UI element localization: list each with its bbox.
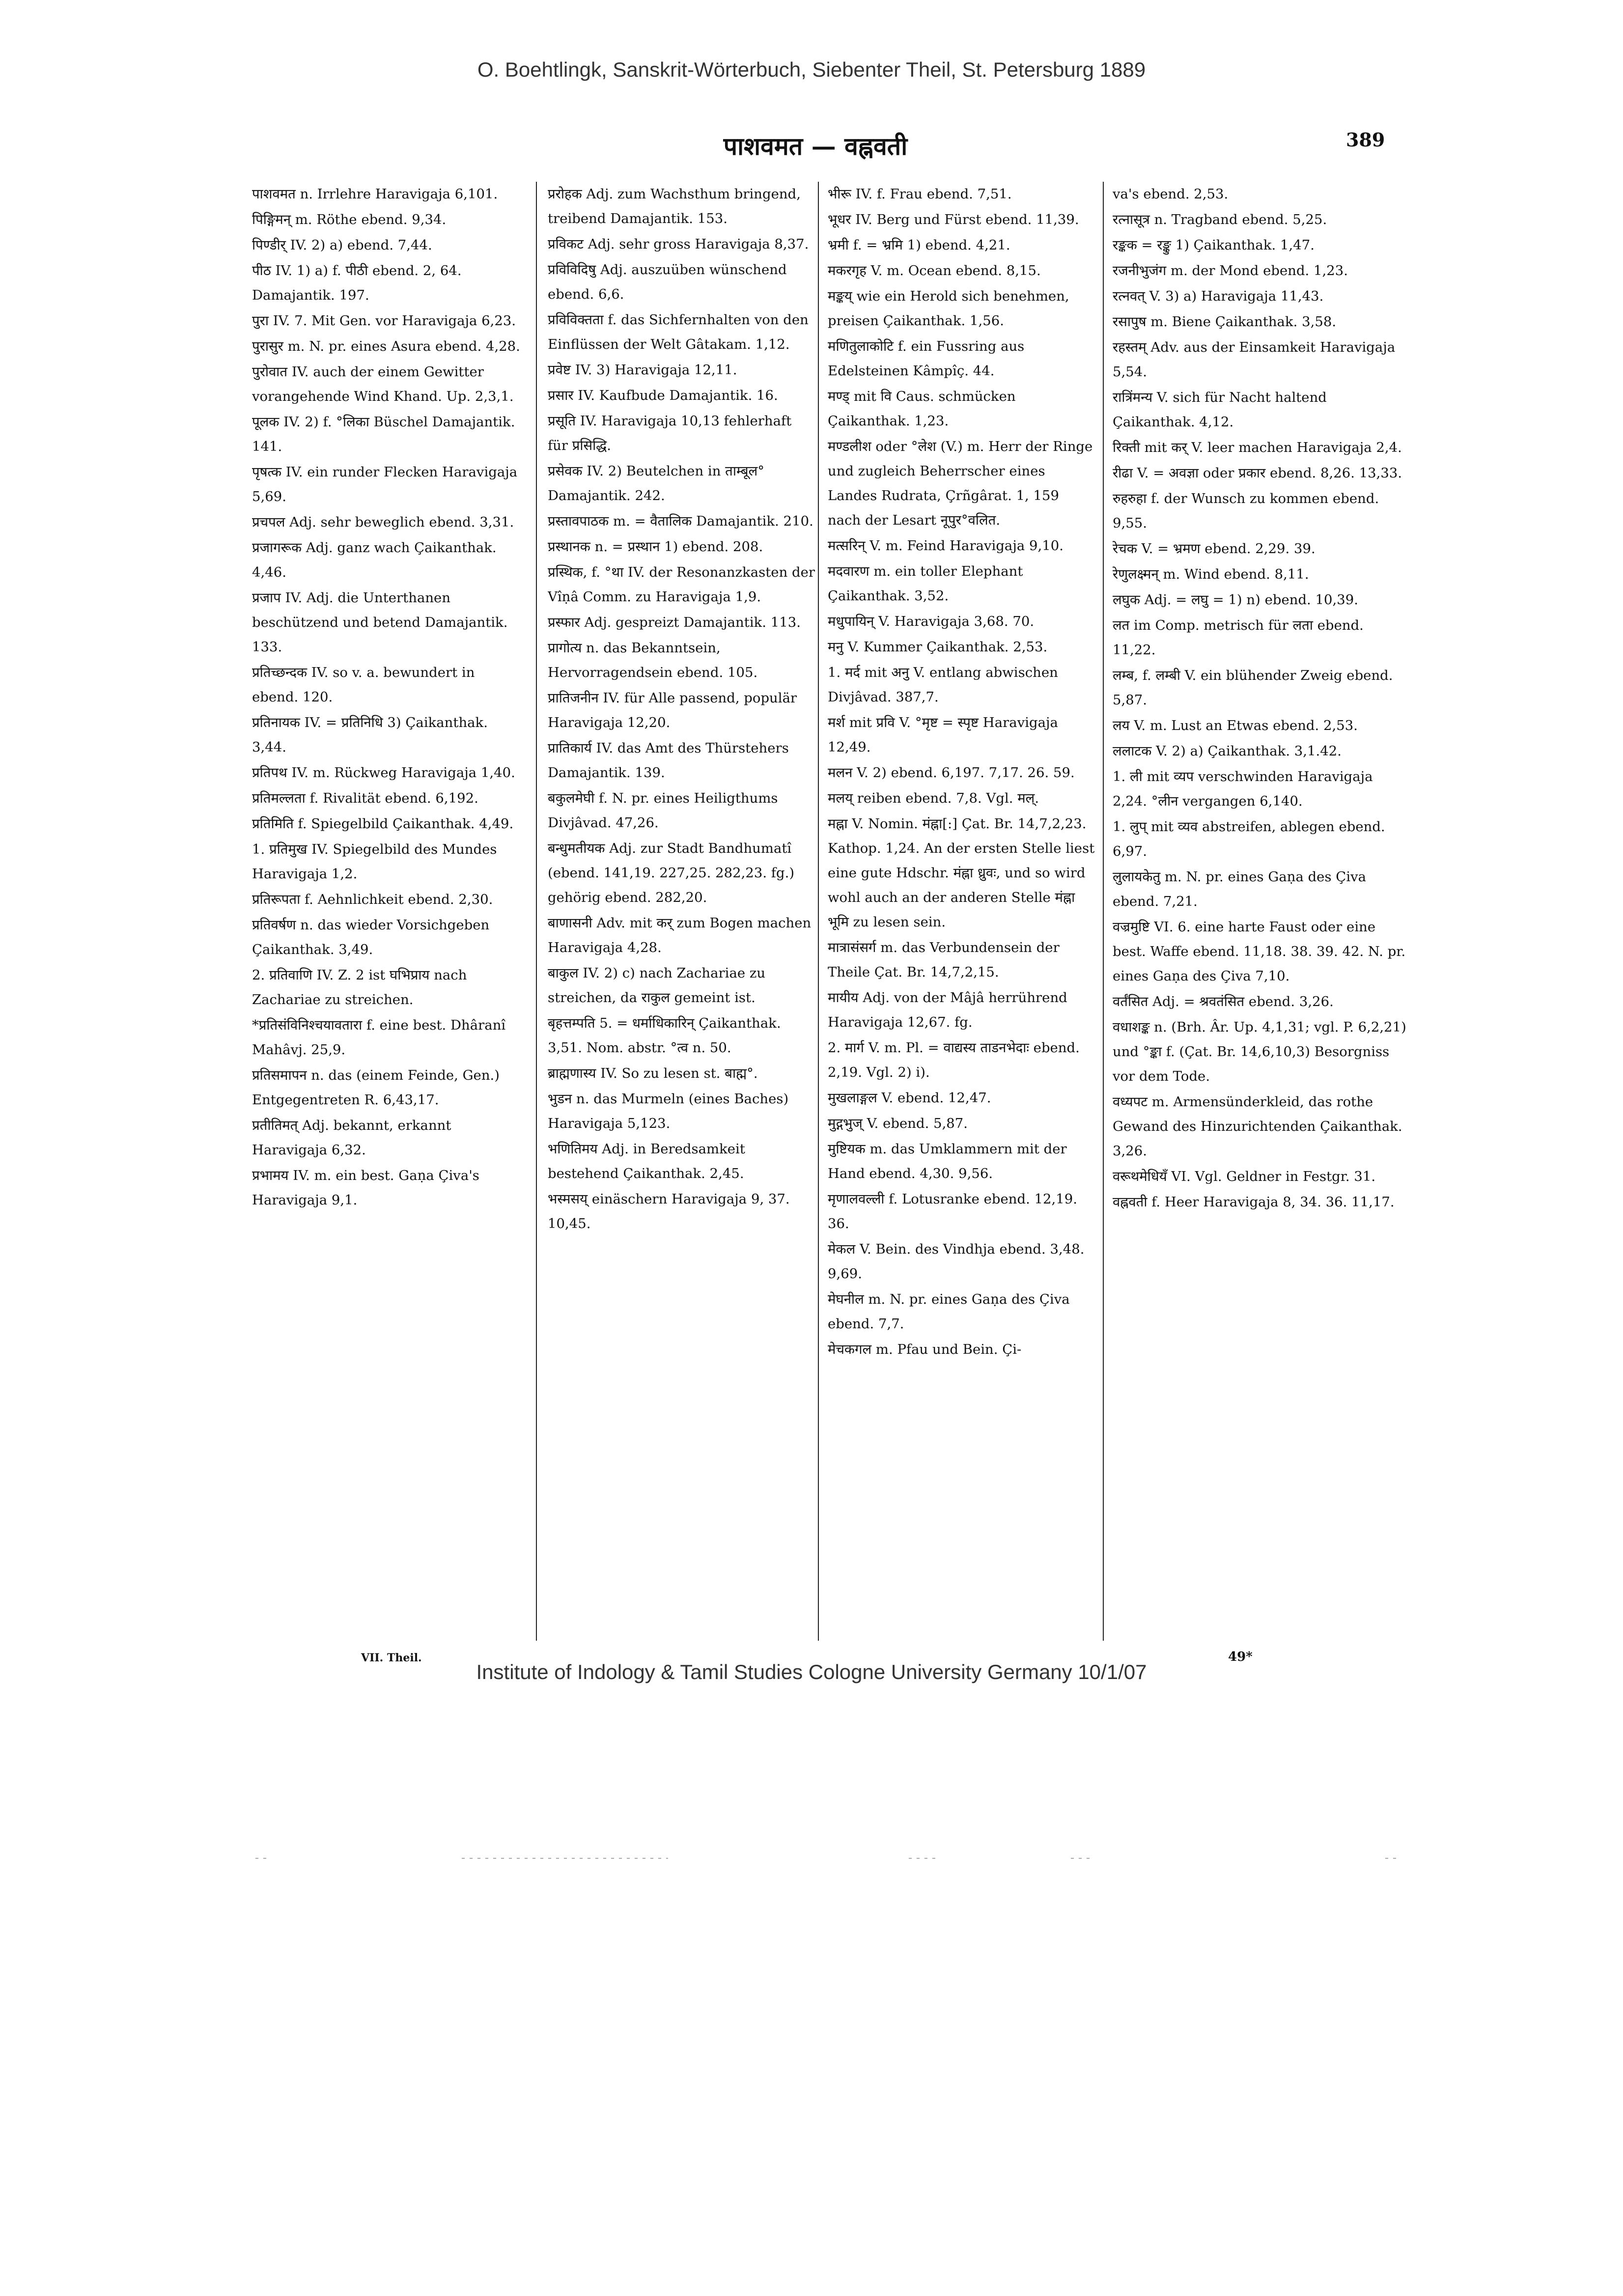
dictionary-entry: 1. मर्द mit अनु V. entlang abwischen Divjâvad. 387,7. xyxy=(828,665,1058,705)
dictionary-entry: ब्राह्मणास्य IV. So zu lesen st. बाह्म°. xyxy=(548,1065,758,1081)
dictionary-entry: मलन V. 2) ebend. 6,197. 7,17. 26. 59. xyxy=(828,765,1075,781)
dictionary-entry: मुखलाङ्गल V. ebend. 12,47. xyxy=(828,1090,991,1106)
dictionary-entry: ललाटक V. 2) a) Çaikanthak. 3,1.42. xyxy=(1113,743,1342,759)
volume-note: VII. Theil. xyxy=(361,1652,422,1664)
column-divider xyxy=(818,182,819,1641)
dictionary-entry: मण्डलीश oder °लेश (V.) m. Herr der Ringe und zugleich Beherrscher eines Landes Rudrata, Çrñgârat. 1, 159 nach der Lesart नूपुर°वलित. xyxy=(828,439,1093,528)
dictionary-entry: वरूथमेधियँ VI. Vgl. Geldner in Festgr. 31. xyxy=(1113,1169,1376,1184)
dictionary-entry: रहस्तम् Adv. aus der Einsamkeit Haravigaja 5,54. xyxy=(1113,339,1396,380)
dictionary-entry: प्रसार IV. Kaufbude Damajantik. 16. xyxy=(548,388,778,403)
dictionary-column-3 xyxy=(828,182,1095,1729)
dictionary-entry: पृषत्क IV. ein runder Flecken Haravigaja 5,69. xyxy=(252,464,518,504)
dictionary-entry: प्रस्थिक, f. °था IV. der Resonanzkasten der Vîṇâ Comm. zu Haravigaja 1,9. xyxy=(548,564,815,605)
dictionary-entry: लम्ब, f. लम्बी V. ein blühender Zweig ebend. 5,87. xyxy=(1113,668,1393,708)
dictionary-entry: मणितुलाकोटि f. ein Fussring aus Edelsteinen Kâmpîç. 44. xyxy=(828,338,1025,379)
dictionary-entry: प्रसूति IV. Haravigaja 10,13 fehlerhaft für प्रसिद्धि. xyxy=(548,413,792,453)
dictionary-entry: प्रतिमल्लता f. Rivalität ebend. 6,192. xyxy=(252,790,478,806)
dictionary-entry: बाकुल IV. 2) c) nach Zachariae zu streichen, da राकुल gemeint ist. xyxy=(548,965,766,1006)
dictionary-entry: रङ्कक = रङ्कु 1) Çaikanthak. 1,47. xyxy=(1113,237,1315,253)
dictionary-entry: वज्रमुष्टि VI. 6. eine harte Faust oder eine best. Waffe ebend. 11,18. 38. 39. 42. N. pr. eines Gaṇa des Çiva 7,10. xyxy=(1113,919,1406,984)
dictionary-entry: बन्धुमतीयक Adj. zur Stadt Bandhumatî (ebend. 141,19. 227,25. 282,23. fg.) gehörig ebend. 282,20. xyxy=(548,840,795,905)
dictionary-entry: प्ररोहक Adj. zum Wachsthum bringend, treibend Damajantik. 153. xyxy=(548,186,801,226)
dictionary-entry: 1. प्रतिमुख IV. Spiegelbild des Mundes Haravigaja 1,2. xyxy=(252,841,497,882)
dictionary-entry: भीरू IV. f. Frau ebend. 7,51. xyxy=(828,186,1012,202)
dictionary-entry: वधाशङ्क n. (Brh. Âr. Up. 4,1,31; vgl. P. 6,2,21) und °ङ्का f. (Çat. Br. 14,6,10,3) Besorgniss vor dem Tode. xyxy=(1113,1019,1406,1084)
dictionary-entry: बृहत्तम्पति 5. = धर्माधिकारिन् Çaikanthak. 3,51. Nom. abstr. °त्व n. 50. xyxy=(548,1015,781,1056)
dictionary-entry: रीढा V. = अवज्ञा oder प्रकार ebend. 8,26. 13,33. xyxy=(1113,465,1402,481)
dictionary-entry: प्रस्फार Adj. gespreizt Damajantik. 113. xyxy=(548,615,801,630)
dictionary-entry: मङ्कय् wie ein Herold sich benehmen, preisen Çaikanthak. 1,56. xyxy=(828,288,1069,329)
dictionary-entry: मुष्टियक m. das Umklammern mit der Hand ebend. 4,30. 9,56. xyxy=(828,1141,1067,1181)
dictionary-entry: प्रातिकार्य IV. das Amt des Thürstehers Damajantik. 139. xyxy=(548,740,789,781)
dictionary-entry: भणितिमय Adj. in Beredsamkeit bestehend Çaikanthak. 2,45. xyxy=(548,1141,745,1181)
dictionary-entry: मदवारण m. ein toller Elephant Çaikanthak. 3,52. xyxy=(828,563,1023,604)
dictionary-entry: प्रतिपथ IV. m. Rückweg Haravigaja 1,40. xyxy=(252,765,515,781)
dictionary-entry: लघुक Adj. = लघु = 1) n) ebend. 10,39. xyxy=(1113,592,1359,608)
dictionary-entry: पुरासुर m. N. pr. eines Asura ebend. 4,28. xyxy=(252,338,520,354)
dictionary-column-4 xyxy=(1113,182,1407,1729)
dictionary-entry: वध्यपट m. Armensünderkleid, das rothe Gewand des Hinzurichtenden Çaikanthak. 3,26. xyxy=(1113,1094,1402,1159)
dictionary-entry: प्रभामय IV. m. ein best. Gaṇa Çiva's Haravigaja 9,1. xyxy=(252,1168,479,1208)
dictionary-entry: भस्मसय् einäschern Haravigaja 9, 37. 10,45. xyxy=(548,1191,790,1232)
dictionary-entry: मण्ड् mit वि Caus. schmücken Çaikanthak. 1,23. xyxy=(828,389,1016,429)
dictionary-entry: रजनीभुजंग m. der Mond ebend. 1,23. xyxy=(1113,263,1348,279)
dictionary-entry: मर्श mit प्रवि V. °मृष्ट = स्पृष्ट Haravigaja 12,49. xyxy=(828,715,1058,755)
dictionary-entry: रेणुलक्ष्मन् m. Wind ebend. 8,11. xyxy=(1113,566,1309,582)
dictionary-entry: 1. ली mit व्यप verschwinden Haravigaja 2,24. °लीन vergangen 6,140. xyxy=(1113,769,1373,809)
page-number: 389 xyxy=(1346,129,1385,151)
dictionary-entry: रसापुष m. Biene Çaikanthak. 3,58. xyxy=(1113,314,1337,330)
dictionary-entry: मुद्गभुज् V. ebend. 5,87. xyxy=(828,1116,968,1131)
column-divider xyxy=(536,182,537,1641)
dictionary-entry: मेकल V. Bein. des Vindhja ebend. 3,48. 9,69. xyxy=(828,1241,1085,1282)
dictionary-entry: प्रविकट Adj. sehr gross Haravigaja 8,37. xyxy=(548,236,809,252)
dictionary-entry: प्रस्थानक n. = प्रस्थान 1) ebend. 208. xyxy=(548,539,763,555)
dictionary-entry: मनु V. Kummer Çaikanthak. 2,53. xyxy=(828,639,1048,655)
dictionary-entry: पुरा IV. 7. Mit Gen. vor Haravigaja 6,23. xyxy=(252,313,516,329)
dictionary-entry: *प्रतिसंविनिश्चयावतारा f. eine best. Dhâranî Mahâvj. 25,9. xyxy=(252,1017,506,1058)
dictionary-entry: प्रवेष्ट IV. 3) Haravigaja 12,11. xyxy=(548,362,737,378)
dictionary-entry: लत im Comp. metrisch für लता ebend. 11,22. xyxy=(1113,617,1364,658)
dictionary-entry: लुलायकेतु m. N. pr. eines Gaṇa des Çiva ebend. 7,21. xyxy=(1113,869,1367,909)
dictionary-entry: मकरगृह V. m. Ocean ebend. 8,15. xyxy=(828,263,1041,279)
dictionary-entry: भुडन n. das Murmeln (eines Baches) Haravigaja 5,123. xyxy=(548,1091,789,1131)
dictionary-entry: रात्रिंमन्य V. sich für Nacht haltend Çaikanthak. 4,12. xyxy=(1113,390,1327,430)
dictionary-entry: प्रजागरूक Adj. ganz wach Çaikanthak. 4,46. xyxy=(252,540,497,580)
institute-note: Institute of Indology & Tamil Studies Cologne University Germany 10/1/07 xyxy=(476,1660,1147,1683)
dictionary-entry: रुहरुहा f. der Wunsch zu kommen ebend. 9,55. xyxy=(1113,491,1379,531)
dictionary-entry: प्रतीतिमत् Adj. bekannt, erkannt Haravigaja 6,32. xyxy=(252,1118,451,1158)
dictionary-entry: प्रसेवक IV. 2) Beutelchen in ताम्बूल° Damajantik. 242. xyxy=(548,463,764,504)
dictionary-entry: मायीय Adj. von der Mâjâ herrührend Haravigaja 12,67. fg. xyxy=(828,990,1067,1030)
dictionary-entry: भूधर IV. Berg und Fürst ebend. 11,39. xyxy=(828,212,1079,227)
dictionary-entry: va's ebend. 2,53. xyxy=(1113,186,1229,202)
source-citation: O. Boehtlingk, Sanskrit-Wörterbuch, Siebenter Theil, St. Petersburg 1889 xyxy=(477,58,1146,81)
column-divider xyxy=(1103,182,1104,1641)
dictionary-entry: प्रतिमिति f. Spiegelbild Çaikanthak. 4,49. xyxy=(252,816,514,832)
scan-artifact xyxy=(255,1858,270,1859)
dictionary-entry: पुरोवात IV. auch der einem Gewitter vorangehende Wind Khand. Up. 2,3,1. xyxy=(252,364,514,404)
dictionary-entry: बकुलमेघी f. N. pr. eines Heiligthums Divjâvad. 47,26. xyxy=(548,790,778,831)
dictionary-entry: प्रतिनायक IV. = प्रतिनिधि 3) Çaikanthak. 3,44. xyxy=(252,715,488,755)
dictionary-entry: प्रस्तावपाठक m. = वैतालिक Damajantik. 210. xyxy=(548,513,813,529)
dictionary-entry: रत्नासूत्र n. Tragband ebend. 5,25. xyxy=(1113,212,1327,227)
dictionary-column-1 xyxy=(252,182,522,1729)
dictionary-entry: प्रातिजनीन IV. für Alle passend, populär Haravigaja 12,20. xyxy=(548,690,797,730)
dictionary-entry: प्रागोत्य n. das Bekanntsein, Hervorragendsein ebend. 105. xyxy=(548,640,758,680)
dictionary-entry: मेघनील m. N. pr. eines Gaṇa des Çiva ebend. 7,7. xyxy=(828,1291,1070,1332)
dictionary-entry: बाणासनी Adv. mit कर् zum Bogen machen Haravigaja 4,28. xyxy=(548,915,812,955)
dictionary-entry: मत्सरिन् V. m. Feind Haravigaja 9,10. xyxy=(828,538,1063,554)
dictionary-entry: पाशवमत n. Irrlehre Haravigaja 6,101. xyxy=(252,186,498,202)
dictionary-entry: मात्रासंसर्ग m. das Verbundensein der Theile Çat. Br. 14,7,2,15. xyxy=(828,940,1060,980)
dictionary-entry: पिण्डीर् IV. 2) a) ebend. 7,44. xyxy=(252,237,432,253)
dictionary-entry: 1. लुप् mit व्यव abstreifen, ablegen ebend. 6,97. xyxy=(1113,819,1385,859)
dictionary-entry: प्रतिसमापन n. das (einem Feinde, Gen.) Entgegentreten R. 6,43,17. xyxy=(252,1067,500,1108)
signature-mark: 49* xyxy=(1228,1650,1253,1664)
scan-artifact xyxy=(909,1858,938,1859)
running-head: पाशवमत — वह्नवती xyxy=(723,132,908,161)
dictionary-entry: पीठ IV. 1) a) f. पीठी ebend. 2, 64. Damajantik. 197. xyxy=(252,263,462,303)
dictionary-entry: मलय् reiben ebend. 7,8. Vgl. मल्. xyxy=(828,790,1039,806)
dictionary-entry: प्रतिरूपता f. Aehnlichkeit ebend. 2,30. xyxy=(252,892,493,907)
scan-artifact xyxy=(1071,1858,1091,1859)
dictionary-entry: पूलक IV. 2) f. °लिका Büschel Damajantik. 141. xyxy=(252,414,515,454)
dictionary-entry: मेचकगल m. Pfau und Bein. Çi- xyxy=(828,1342,1022,1357)
dictionary-entry: प्रविविक्तता f. das Sichfernhalten von den Einflüssen der Welt Gâtakam. 1,12. xyxy=(548,312,809,352)
dictionary-entry: 2. प्रतिवाणि IV. Z. 2 ist घभिप्राय nach Zachariae zu streichen. xyxy=(252,967,467,1008)
dictionary-entry: मह्ना V. Nomin. मंह्ना[:] Çat. Br. 14,7,2,23. Kathop. 1,24. An der ersten Stelle liest eine gute Hdschr. मंह्ना ध्रुवः, und so wird wohl auch an der anderen Stelle मंह्ना भूमि zu lesen sein. xyxy=(828,816,1095,930)
dictionary-entry: पिङ्गिमन् m. Röthe ebend. 9,34. xyxy=(252,212,447,227)
dictionary-entry: वर्तंसित Adj. = श्रवतंसित ebend. 3,26. xyxy=(1113,994,1334,1009)
dictionary-entry: प्रतिवर्षण n. das wieder Vorsichgeben Çaikanthak. 3,49. xyxy=(252,917,490,957)
scan-artifact xyxy=(462,1858,668,1859)
dictionary-entry: रेचक V. = भ्रमण ebend. 2,29. 39. xyxy=(1113,541,1315,557)
dictionary-entry: प्रजाप IV. Adj. die Unterthanen beschützend und betend Damajantik. 133. xyxy=(252,590,508,655)
dictionary-entry: भ्रमी f. = भ्रमि 1) ebend. 4,21. xyxy=(828,237,1010,253)
dictionary-entry: 2. मार्ग V. m. Pl. = वाद्यस्य ताडनभेदाः ebend. 2,19. Vgl. 2) i). xyxy=(828,1040,1080,1080)
scan-artifact xyxy=(1385,1858,1400,1859)
dictionary-entry: वह्नवती f. Heer Haravigaja 8, 34. 36. 11,17. xyxy=(1113,1194,1395,1210)
dictionary-entry: लय V. m. Lust an Etwas ebend. 2,53. xyxy=(1113,718,1358,733)
dictionary-entry: प्रचपल Adj. sehr beweglich ebend. 3,31. xyxy=(252,514,514,530)
dictionary-entry: मधुपायिन् V. Haravigaja 3,68. 70. xyxy=(828,614,1035,629)
dictionary-entry: रत्नवत् V. 3) a) Haravigaja 11,43. xyxy=(1113,288,1324,304)
dictionary-entry: मृणालवल्ली f. Lotusranke ebend. 12,19. 36. xyxy=(828,1191,1078,1232)
dictionary-entry: रिक्ती mit कर् V. leer machen Haravigaja 2,4. xyxy=(1113,440,1402,455)
dictionary-column-2 xyxy=(548,182,815,1729)
dictionary-entry: प्रतिच्छन्दक IV. so v. a. bewundert in ebend. 120. xyxy=(252,665,475,705)
dictionary-entry: प्रविविदिषु Adj. auszuüben wünschend ebend. 6,6. xyxy=(548,262,787,302)
